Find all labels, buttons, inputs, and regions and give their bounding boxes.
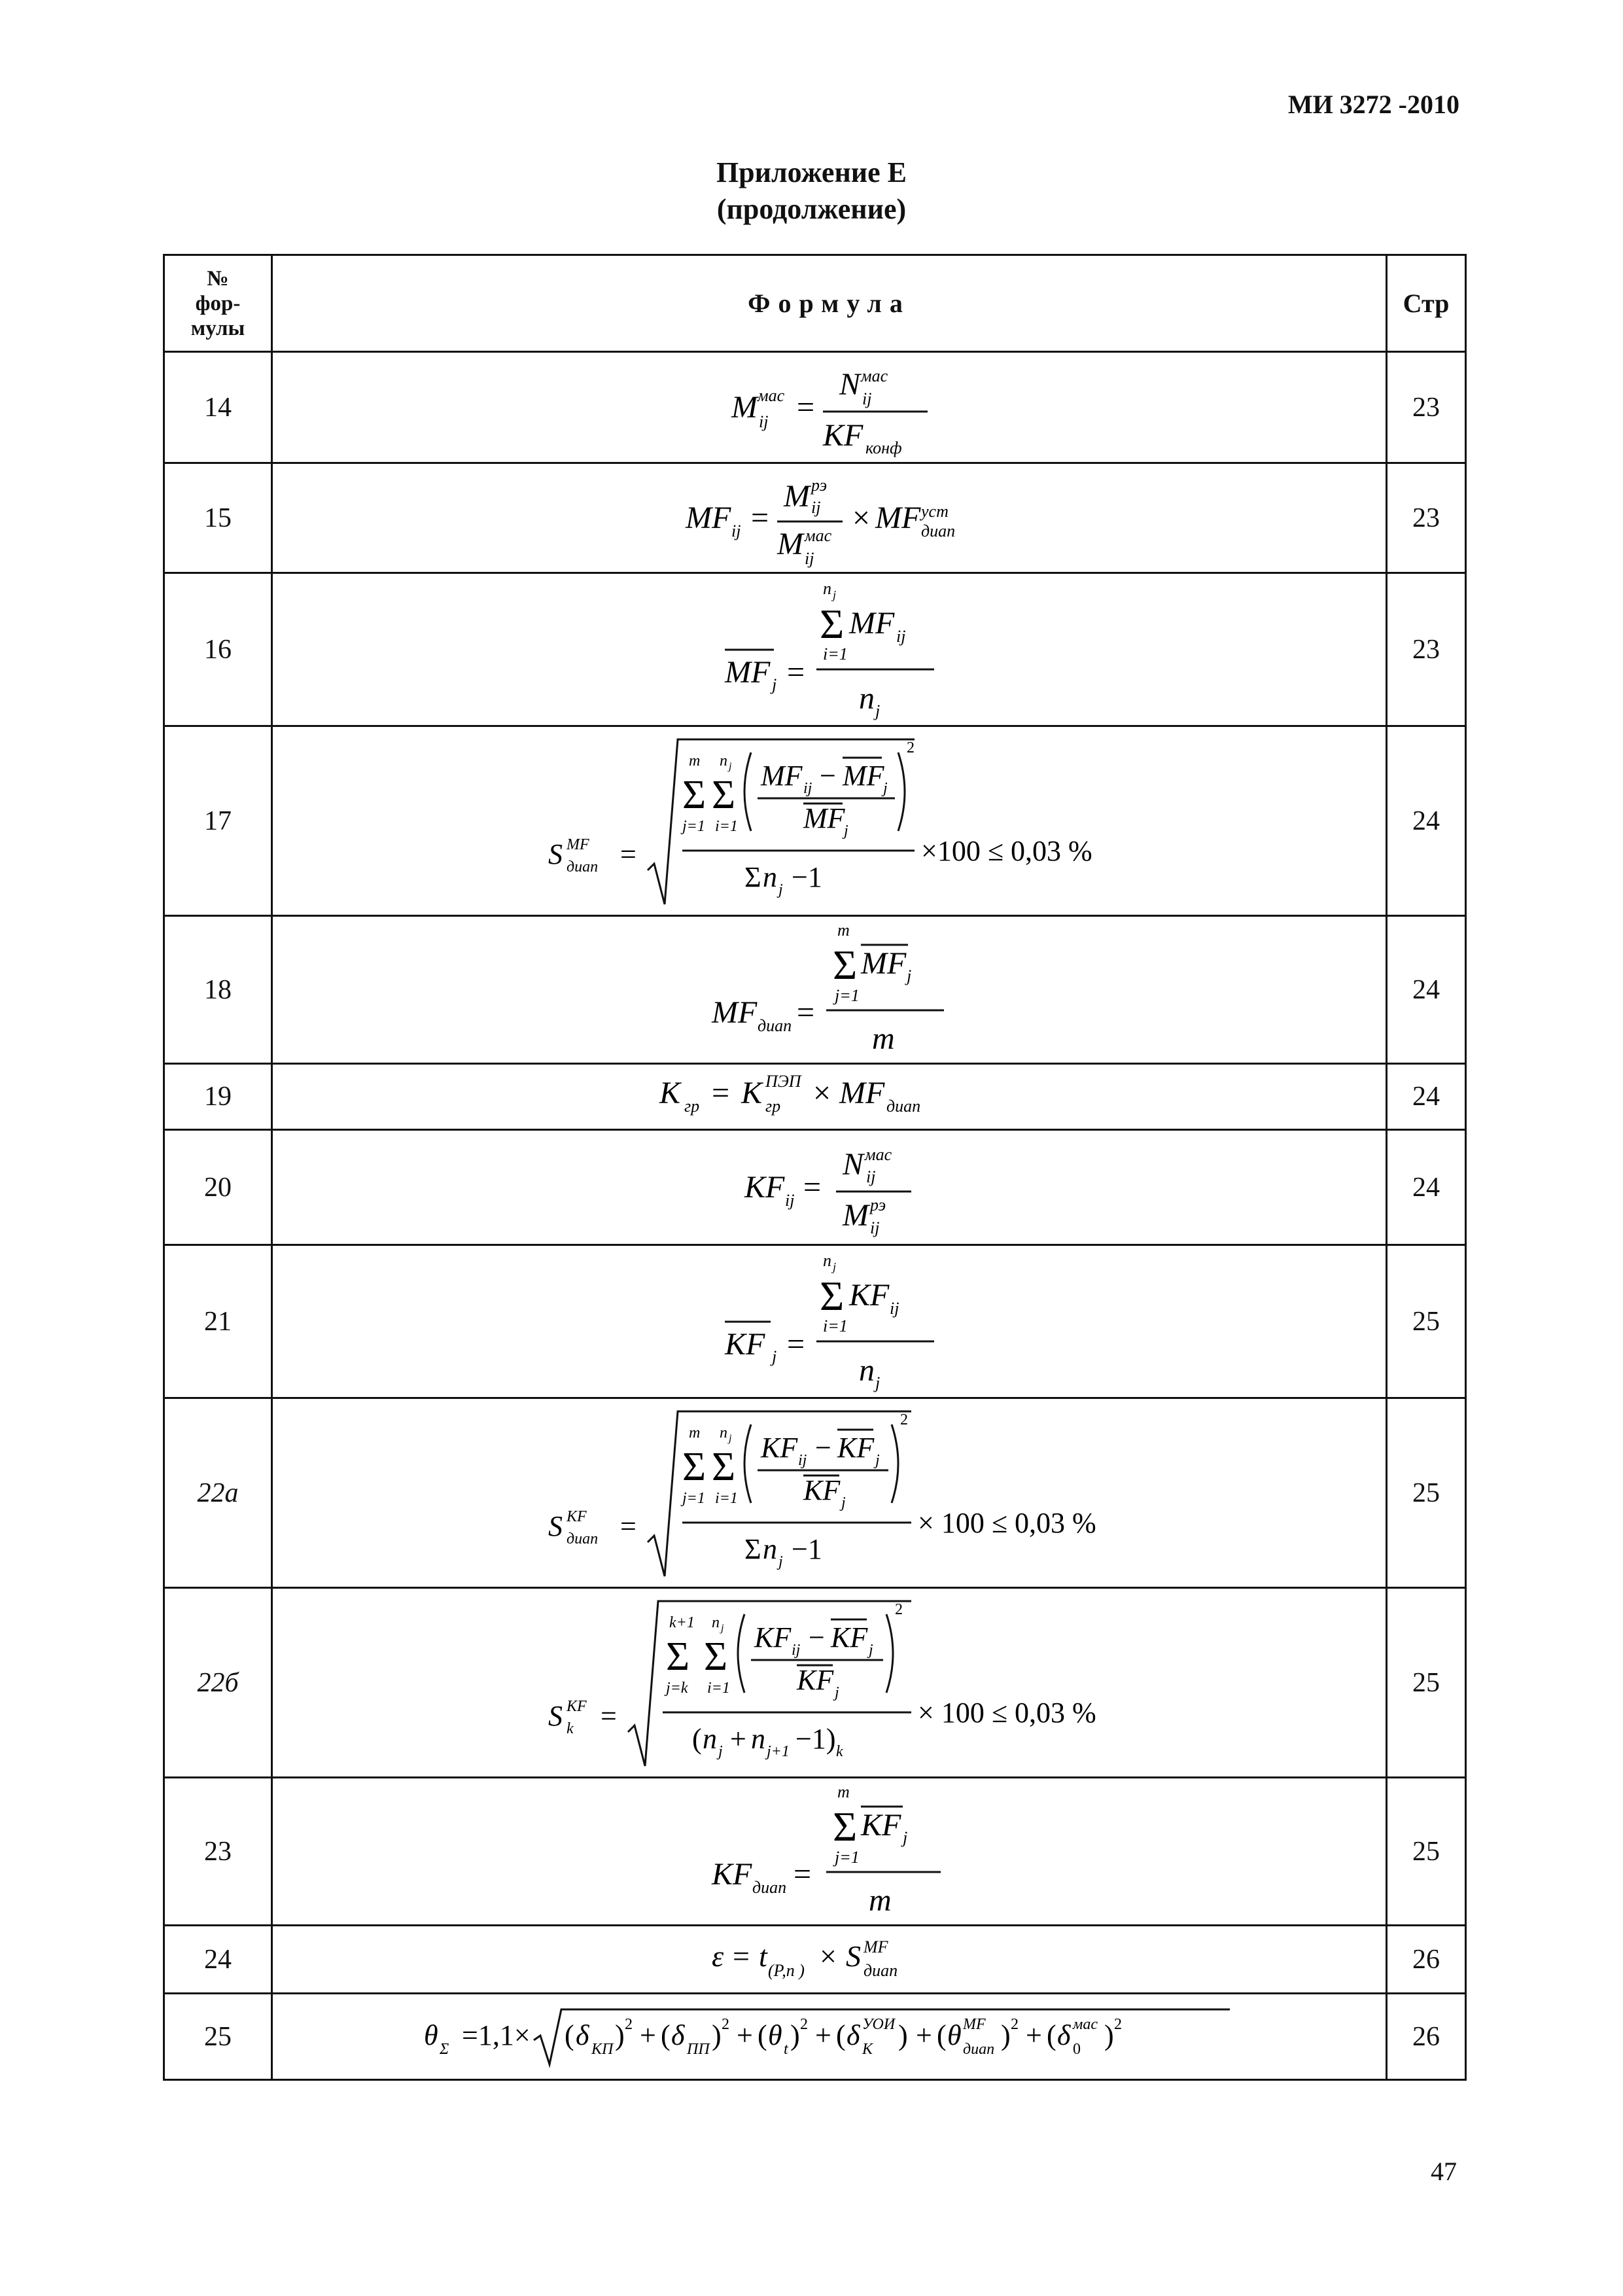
- svg-text:Σ: Σ: [682, 772, 706, 817]
- table-row: [164, 1994, 1466, 2080]
- svg-text:мас: мас: [804, 525, 831, 545]
- svg-text:j: j: [778, 881, 783, 898]
- header-page: Стр: [1387, 255, 1466, 352]
- formula-17-graphic: [548, 733, 1111, 910]
- svg-text:N: N: [839, 366, 860, 402]
- formula-page: 24: [1387, 1130, 1466, 1245]
- svg-text:n: n: [858, 680, 875, 716]
- formula-number: 23: [164, 1778, 272, 1926]
- svg-text:n: n: [858, 1352, 875, 1388]
- formula-22b-graphic: [548, 1595, 1111, 1771]
- svg-text:m: m: [688, 752, 700, 769]
- svg-text:+: +: [639, 2019, 656, 2051]
- svg-text:−1): −1): [795, 1722, 835, 1755]
- formula-16: [272, 573, 1387, 726]
- svg-text:×100 ≤ 0,03 %: ×100 ≤ 0,03 %: [920, 834, 1092, 867]
- svg-text:=: =: [711, 1076, 729, 1110]
- svg-text:ij: ij: [865, 1167, 875, 1186]
- formula-page: 26: [1387, 1994, 1466, 2080]
- svg-text:Σ: Σ: [819, 600, 844, 647]
- svg-text:=1,1×: =1,1×: [461, 2019, 531, 2051]
- svg-text:2: 2: [721, 2015, 729, 2033]
- svg-text:диап: диап: [886, 1097, 920, 1116]
- table-header-row: [164, 255, 1466, 352]
- svg-text:j=1: j=1: [834, 985, 860, 1005]
- svg-text:диап: диап: [962, 2040, 994, 2058]
- svg-text:(: (: [835, 2019, 846, 2051]
- svg-text:ij: ij: [811, 497, 820, 517]
- table-row: [164, 463, 1466, 573]
- formula-16-graphic: [725, 578, 934, 722]
- svg-text:(: (: [691, 1722, 702, 1755]
- formula-24: [272, 1926, 1387, 1994]
- header-num-line-3: мулы: [190, 316, 245, 340]
- formula-page: 24: [1387, 726, 1466, 916]
- table-row: [164, 352, 1466, 463]
- formula-number: 22б: [164, 1588, 272, 1778]
- svg-text:KF: KF: [837, 1431, 874, 1464]
- header-num-line-1: №: [207, 266, 229, 291]
- svg-text:i=1: i=1: [822, 1316, 848, 1335]
- svg-text:MF: MF: [962, 2015, 986, 2033]
- table-row: [164, 573, 1466, 726]
- svg-text:δ: δ: [575, 2019, 589, 2051]
- svg-text:n: n: [719, 752, 727, 769]
- formula-20-graphic: [744, 1135, 915, 1240]
- formula-page: 25: [1387, 1245, 1466, 1398]
- formula-number: 22а: [164, 1398, 272, 1588]
- svg-text:t: t: [783, 2040, 788, 2058]
- svg-text:уст: уст: [920, 501, 949, 521]
- page-number: 47: [1431, 2157, 1457, 2186]
- svg-text:KF: KF: [860, 1807, 901, 1843]
- svg-text:j: j: [728, 760, 731, 772]
- svg-text:m: m: [837, 920, 850, 940]
- svg-text:Σ: Σ: [439, 2040, 449, 2058]
- svg-text:×: ×: [812, 1076, 831, 1110]
- formula-18: [272, 916, 1387, 1064]
- svg-text:n: n: [711, 1614, 720, 1631]
- formula-page: 24: [1387, 916, 1466, 1064]
- svg-text:Σ: Σ: [665, 1634, 689, 1679]
- svg-text:KF: KF: [724, 1326, 765, 1362]
- svg-text:диап: диап: [566, 858, 598, 875]
- svg-text:j: j: [843, 822, 848, 839]
- svg-text:+: +: [736, 2019, 753, 2051]
- svg-text:(: (: [660, 2019, 671, 2051]
- formula-25-graphic: [424, 2004, 1235, 2070]
- svg-text:конф: конф: [865, 438, 902, 457]
- svg-text:=: =: [796, 389, 814, 425]
- svg-text:j: j: [832, 588, 836, 601]
- svg-text:MF: MF: [711, 995, 757, 1030]
- svg-text:+: +: [729, 1722, 746, 1755]
- svg-text:Σ: Σ: [711, 1444, 735, 1489]
- formula-table: [163, 254, 1467, 2081]
- svg-text:=: =: [620, 1510, 637, 1542]
- svg-text:Σ: Σ: [711, 772, 735, 817]
- svg-text:j: j: [906, 966, 911, 985]
- svg-text:диап: диап: [863, 1960, 898, 1980]
- svg-text:КП: КП: [591, 2040, 613, 2058]
- svg-text:n: n: [750, 1722, 765, 1755]
- svg-text:Σ: Σ: [832, 941, 857, 988]
- svg-text:n: n: [822, 578, 831, 598]
- header-num-line-2: фор-: [195, 291, 241, 315]
- svg-text:n: n: [719, 1424, 727, 1441]
- svg-text:+: +: [814, 2019, 831, 2051]
- svg-text:2: 2: [906, 739, 915, 756]
- svg-text:×: ×: [819, 1939, 837, 1973]
- svg-text:диап: диап: [566, 1530, 598, 1547]
- formula-20: [272, 1130, 1387, 1245]
- svg-text:t: t: [758, 1939, 767, 1973]
- svg-text:m: m: [837, 1782, 850, 1801]
- svg-text:KF: KF: [711, 1856, 752, 1892]
- table-row: [164, 1245, 1466, 1398]
- svg-text:k: k: [566, 1720, 574, 1737]
- svg-text:−: −: [814, 1431, 831, 1464]
- formula-number: 20: [164, 1130, 272, 1245]
- svg-text:): ): [614, 2019, 625, 2051]
- svg-text:ij: ij: [784, 1190, 794, 1210]
- svg-text:=: =: [796, 995, 814, 1030]
- svg-text:=: =: [786, 1326, 805, 1362]
- svg-text:): ): [790, 2019, 800, 2051]
- svg-text:j: j: [868, 1641, 873, 1659]
- svg-text:рэ: рэ: [811, 475, 827, 495]
- svg-text:KF: KF: [566, 1508, 587, 1525]
- svg-text:MF: MF: [566, 836, 589, 853]
- svg-text:m: m: [868, 1882, 892, 1918]
- formula-19-graphic: [659, 1067, 1000, 1126]
- svg-text:n: n: [762, 860, 777, 893]
- formula-number: 25: [164, 1994, 272, 2080]
- svg-text:−: −: [819, 759, 836, 792]
- formula-number: 21: [164, 1245, 272, 1398]
- svg-text:ij: ij: [804, 548, 814, 568]
- svg-text:j=1: j=1: [682, 817, 705, 835]
- svg-text:K: K: [741, 1076, 762, 1110]
- svg-text:Σ: Σ: [744, 860, 761, 893]
- formula-21-graphic: [725, 1250, 934, 1394]
- svg-text:i=1: i=1: [707, 1679, 730, 1697]
- svg-text:+: +: [1025, 2019, 1042, 2051]
- table-row: [164, 1588, 1466, 1778]
- svg-text:ij: ij: [803, 779, 812, 797]
- svg-text:i=1: i=1: [714, 1489, 738, 1507]
- svg-text:ij: ij: [889, 1298, 899, 1318]
- svg-text:): ): [898, 2019, 908, 2051]
- svg-text:M: M: [783, 478, 810, 514]
- formula-22a-graphic: [548, 1405, 1111, 1581]
- svg-text:j: j: [718, 1742, 723, 1760]
- svg-text:δ: δ: [1056, 2019, 1070, 2051]
- svg-text:−: −: [808, 1621, 825, 1653]
- svg-text:2: 2: [1010, 2015, 1019, 2033]
- svg-text:MF: MF: [760, 759, 803, 792]
- formula-page: 25: [1387, 1778, 1466, 1926]
- svg-text:=: =: [600, 1699, 617, 1732]
- formula-15-graphic: [686, 466, 973, 571]
- svg-text:диап: диап: [920, 521, 955, 540]
- svg-text:δ: δ: [846, 2019, 860, 2051]
- svg-text:MF: MF: [875, 500, 920, 535]
- svg-text:2: 2: [899, 1411, 908, 1428]
- svg-text:(: (: [564, 2019, 574, 2051]
- formula-number: 14: [164, 352, 272, 463]
- formula-number: 17: [164, 726, 272, 916]
- svg-text:(: (: [757, 2019, 767, 2051]
- table-row: [164, 726, 1466, 916]
- svg-text:2: 2: [624, 2015, 633, 2033]
- svg-text:рэ: рэ: [869, 1195, 886, 1214]
- document-number: МИ 3272 -2010: [1287, 90, 1459, 119]
- svg-text:Σ: Σ: [703, 1634, 727, 1679]
- formula-22a: [272, 1398, 1387, 1588]
- table-row: [164, 916, 1466, 1064]
- svg-text:j: j: [882, 779, 888, 797]
- formula-page: 23: [1387, 463, 1466, 573]
- svg-text:KF: KF: [566, 1697, 587, 1715]
- svg-text:MF: MF: [803, 802, 845, 834]
- svg-text:MF: MF: [724, 654, 770, 690]
- svg-text:×: ×: [852, 500, 870, 535]
- svg-text:j: j: [778, 1553, 783, 1570]
- svg-text:): ): [1000, 2019, 1011, 2051]
- svg-text:θ: θ: [947, 2019, 962, 2051]
- formula-page: 25: [1387, 1398, 1466, 1588]
- svg-text:j: j: [902, 1828, 907, 1847]
- svg-text:=: =: [793, 1856, 811, 1892]
- svg-text:ij: ij: [862, 389, 871, 408]
- formula-page: 26: [1387, 1926, 1466, 1994]
- svg-text:ε: ε: [711, 1939, 724, 1973]
- svg-text:MF: MF: [839, 1076, 884, 1110]
- svg-text:j+1: j+1: [766, 1742, 790, 1760]
- svg-text:M: M: [777, 526, 803, 561]
- svg-text:=: =: [620, 838, 637, 870]
- svg-text:мас: мас: [860, 366, 888, 385]
- svg-text:KF: KF: [796, 1663, 833, 1696]
- svg-text:диап: диап: [752, 1877, 786, 1897]
- svg-text:Σ: Σ: [819, 1272, 844, 1319]
- svg-text:j=1: j=1: [682, 1489, 705, 1507]
- svg-text:j=1: j=1: [834, 1847, 860, 1867]
- svg-text:KF: KF: [744, 1169, 784, 1205]
- svg-text:k+1: k+1: [669, 1614, 695, 1631]
- svg-text:ij: ij: [896, 626, 905, 646]
- svg-text:ПЭП: ПЭП: [765, 1072, 801, 1091]
- svg-text:ПП: ПП: [686, 2040, 710, 2058]
- svg-text:(: (: [1046, 2019, 1056, 2051]
- svg-text:KF: KF: [760, 1431, 797, 1464]
- formula-17: [272, 726, 1387, 916]
- formula-24-graphic: [712, 1930, 947, 1989]
- svg-text:× 100 ≤ 0,03 %: × 100 ≤ 0,03 %: [917, 1696, 1096, 1729]
- svg-text:KF: KF: [822, 417, 863, 453]
- header-formula-number: [164, 255, 272, 352]
- svg-text:N: N: [842, 1146, 864, 1182]
- svg-text:j: j: [875, 701, 880, 720]
- svg-text:i=1: i=1: [822, 644, 848, 663]
- svg-text:2: 2: [799, 2015, 808, 2033]
- formula-number: 24: [164, 1926, 272, 1994]
- svg-text:ij: ij: [791, 1641, 800, 1659]
- formula-22b: [272, 1588, 1387, 1778]
- table-row: [164, 1926, 1466, 1994]
- svg-text:S: S: [548, 1699, 563, 1732]
- svg-text:гр: гр: [684, 1097, 699, 1116]
- formula-14: [272, 352, 1387, 463]
- svg-text:ij: ij: [758, 412, 768, 431]
- formula-21: [272, 1245, 1387, 1398]
- svg-text:S: S: [548, 838, 563, 870]
- svg-text:): ): [1104, 2019, 1114, 2051]
- svg-text:=: =: [803, 1169, 821, 1205]
- svg-text:k: k: [835, 1742, 843, 1760]
- svg-text:θ: θ: [423, 2019, 438, 2051]
- table-row: [164, 1398, 1466, 1588]
- table-row: [164, 1130, 1466, 1245]
- svg-text:j: j: [771, 675, 777, 694]
- svg-text:Σ: Σ: [832, 1803, 857, 1850]
- svg-text:=: =: [732, 1939, 750, 1973]
- svg-text:S: S: [548, 1510, 563, 1542]
- svg-text:j: j: [728, 1432, 731, 1444]
- svg-text:диап: диап: [757, 1016, 792, 1035]
- svg-text:Σ: Σ: [682, 1444, 706, 1489]
- svg-text:j: j: [875, 1451, 880, 1469]
- svg-text:KF: KF: [803, 1474, 840, 1506]
- formula-number: 18: [164, 916, 272, 1064]
- formula-page: 25: [1387, 1588, 1466, 1778]
- svg-text:мас: мас: [757, 385, 784, 405]
- svg-text:KF: KF: [848, 1277, 889, 1313]
- svg-text:(: (: [936, 2019, 947, 2051]
- svg-text:мас: мас: [1072, 2015, 1098, 2033]
- formula-page: 23: [1387, 573, 1466, 726]
- formula-page: 24: [1387, 1064, 1466, 1130]
- svg-text:гр: гр: [765, 1097, 780, 1116]
- svg-text:К: К: [862, 2040, 873, 2058]
- title-line-2: (продолжение): [716, 193, 907, 225]
- svg-text:MF: MF: [842, 759, 884, 792]
- svg-text:K: K: [659, 1076, 680, 1110]
- svg-text:j: j: [834, 1684, 839, 1701]
- formula-page: 23: [1387, 352, 1466, 463]
- svg-text:j: j: [771, 1347, 777, 1366]
- svg-text:ij: ij: [869, 1218, 879, 1237]
- formula-23-graphic: [712, 1783, 947, 1920]
- svg-text:MF: MF: [863, 1937, 888, 1956]
- svg-text:ij: ij: [731, 521, 741, 540]
- svg-text:KF: KF: [754, 1621, 791, 1653]
- svg-text:−1: −1: [791, 1532, 822, 1565]
- svg-text:m: m: [871, 1021, 895, 1056]
- svg-text:m: m: [688, 1424, 700, 1441]
- title-line-1: Приложение Е: [716, 156, 907, 188]
- svg-text:0: 0: [1072, 2040, 1081, 2058]
- appendix-title: [0, 154, 1623, 228]
- svg-text:S: S: [845, 1939, 861, 1973]
- svg-text:2: 2: [1113, 2015, 1122, 2033]
- formula-25: [272, 1994, 1387, 2080]
- svg-text:δ: δ: [671, 2019, 684, 2051]
- svg-text:УОИ: УОИ: [862, 2015, 895, 2033]
- svg-text:j: j: [841, 1494, 846, 1511]
- svg-text:n: n: [702, 1722, 717, 1755]
- svg-text:ij: ij: [797, 1451, 807, 1469]
- formula-23: [272, 1778, 1387, 1926]
- header-formula: Формула: [272, 255, 1387, 352]
- table-row: [164, 1778, 1466, 1926]
- svg-text:−1: −1: [791, 860, 822, 893]
- svg-text:j=k: j=k: [665, 1679, 688, 1697]
- formula-number: 15: [164, 463, 272, 573]
- svg-text:): ): [711, 2019, 722, 2051]
- formula-number: 16: [164, 573, 272, 726]
- svg-text:MF: MF: [685, 500, 731, 535]
- formula-18-graphic: [712, 921, 947, 1059]
- svg-text:θ: θ: [767, 2019, 782, 2051]
- svg-text:n: n: [822, 1250, 831, 1270]
- svg-text:M: M: [731, 389, 758, 425]
- svg-text:M: M: [842, 1197, 869, 1233]
- table-row: [164, 1064, 1466, 1130]
- svg-text:j: j: [720, 1622, 724, 1634]
- svg-text:j: j: [875, 1373, 880, 1392]
- svg-text:+: +: [915, 2019, 932, 2051]
- formula-14-graphic: [731, 355, 928, 460]
- svg-text:мас: мас: [864, 1144, 892, 1164]
- svg-text:i=1: i=1: [714, 817, 738, 835]
- svg-text:n: n: [762, 1532, 777, 1565]
- svg-text:(P,n ): (P,n ): [767, 1960, 805, 1980]
- svg-text:MF: MF: [848, 605, 894, 641]
- svg-text:=: =: [750, 500, 769, 535]
- svg-text:KF: KF: [830, 1621, 867, 1653]
- svg-text:MF: MF: [860, 945, 906, 981]
- svg-text:× 100 ≤ 0,03 %: × 100 ≤ 0,03 %: [917, 1506, 1096, 1539]
- formula-number: 19: [164, 1064, 272, 1130]
- svg-text:j: j: [832, 1260, 836, 1273]
- formula-19: [272, 1064, 1387, 1130]
- svg-text:2: 2: [894, 1600, 903, 1618]
- formula-15: [272, 463, 1387, 573]
- svg-text:Σ: Σ: [744, 1532, 761, 1565]
- svg-text:=: =: [786, 654, 805, 690]
